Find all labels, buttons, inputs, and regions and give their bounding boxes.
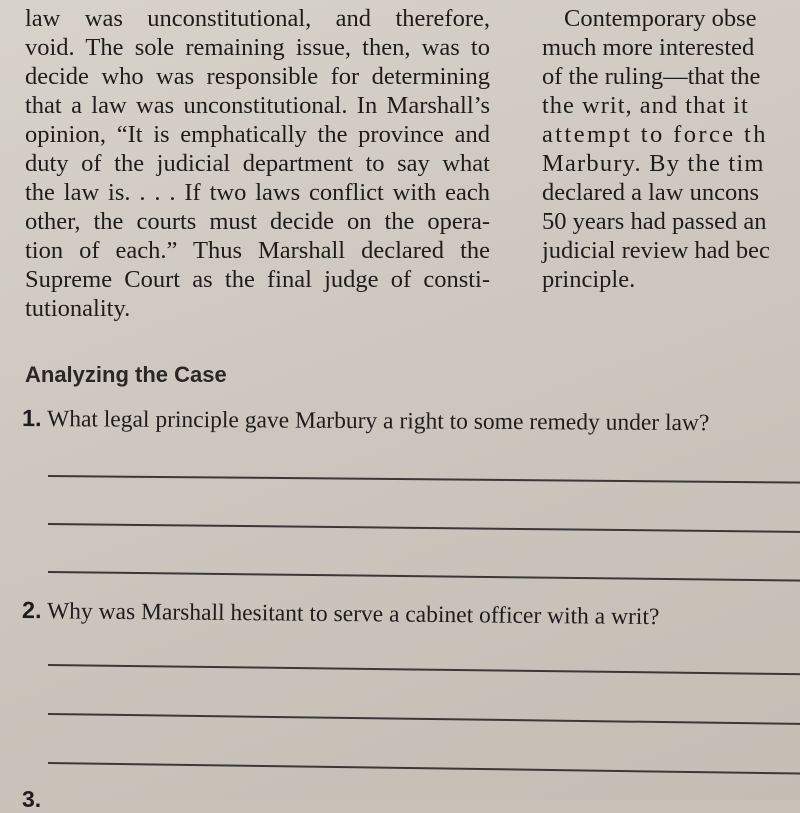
answer-line[interactable] [48, 571, 800, 582]
text-column-right [542, 4, 800, 294]
question-text: What legal principle gave Marbury a right to some remedy under law? [46, 406, 710, 437]
text-line: the writ, and that it [542, 92, 749, 119]
text-line: tion of each.” Thus Marshall declared the [25, 237, 490, 264]
text-line: Marbury. By the tim [542, 150, 765, 177]
text-line: that a law was unconstitutional. In Marshall’s [25, 92, 490, 119]
text-line: other, the courts must decide on the opera- [25, 208, 490, 235]
text-line: of the ruling—that the [542, 63, 761, 90]
question-text: Why was Marshall hesitant to serve a cabinet officer with a writ? [46, 598, 660, 631]
question-3-partial: 3. [22, 786, 42, 812]
answer-line[interactable] [48, 475, 800, 484]
text-line: much more interested [542, 34, 755, 61]
text-line: duty of the judicial department to say what [25, 150, 490, 177]
text-line: decide who was responsible for determining [25, 63, 490, 90]
answer-line[interactable] [48, 664, 800, 675]
section-heading: Analyzing the Case [25, 362, 227, 387]
text-line: Supreme Court as the final judge of consti- [25, 266, 490, 293]
question-number: 1. [21, 405, 42, 432]
answer-line[interactable] [48, 713, 800, 725]
text-line: judicial review had bec [542, 237, 770, 264]
answer-line[interactable] [48, 762, 800, 775]
text-line: attempt to force th [542, 121, 768, 148]
text-line: opinion, “It is emphatically the province and [25, 121, 490, 148]
text-line: Contemporary obse [564, 5, 757, 32]
answer-line[interactable] [48, 523, 800, 533]
question-number: 2. [21, 597, 42, 624]
text-line: principle. [542, 266, 636, 293]
text-line: declared a law uncons [542, 179, 759, 206]
text-line: 50 years had passed an [542, 208, 767, 235]
question-1 [22, 405, 710, 437]
text-line: law was unconstitutional, and therefore, [25, 5, 490, 32]
text-line: void. The sole remaining issue, then, was to [25, 34, 490, 61]
text-column-left [25, 4, 490, 323]
text-line: tutionality. [25, 295, 131, 322]
text-line: the law is. . . . If two laws conflict with each [25, 179, 490, 206]
question-2 [22, 597, 660, 631]
